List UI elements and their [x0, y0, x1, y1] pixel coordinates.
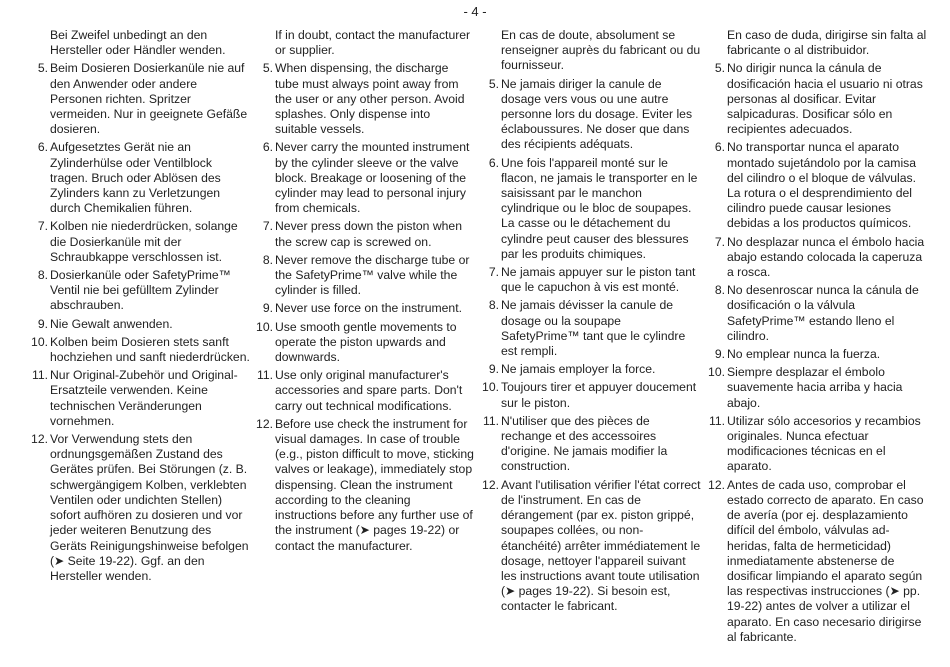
- list-item: [709, 61, 927, 137]
- item-number: 5.: [488, 76, 499, 91]
- column-french: [483, 28, 701, 618]
- list-item: [709, 365, 927, 411]
- list-item: [483, 77, 701, 153]
- item-number: 10.: [31, 334, 48, 349]
- item-text: Before use check the instrument for visual damages. In case of trouble (e.g., piston difficult to move, sticking valves or leakage), immediately stop dispensing. Clean the instrument according to the cleaning instructions before any further use of the instrument (➤ pages 19-22) or contact the manufacturer.: [275, 416, 474, 553]
- list-item: [32, 432, 250, 584]
- item-text: Ne jamais diriger la canule de dosage vers vous ou une autre personne lors du dosage. Eviter les éclaboussures. Ne doser que dans des récipients adéquats.: [501, 76, 693, 152]
- item-text: Nur Original-Zubehör und Original-Ersatzteile verwenden. Keine technischen Veränderungen vornehmen.: [50, 368, 238, 428]
- item-text: No emplear nunca la fuerza.: [727, 347, 881, 362]
- item-text: Siempre desplazar el émbolo suavemente hacia arriba y hacia abajo.: [727, 365, 903, 410]
- intro-text: If in doubt, contact the manufacturer or supplier.: [275, 28, 471, 58]
- item-number: 12.: [482, 477, 499, 492]
- item-number: 11.: [256, 368, 273, 383]
- item-number: 9.: [37, 316, 48, 331]
- item-text: Toujours tirer et appuyer doucement sur le piston.: [501, 380, 697, 410]
- item-text: Never use force on the instrument.: [275, 301, 462, 316]
- item-text: Kolben beim Dosieren stets sanft hochziehen und sanft niederdrücken.: [50, 334, 250, 365]
- column-english: [257, 28, 475, 557]
- item-text: Aufgesetztes Gerät nie an Zylinderhülse oder Ventilblock tragen. Bruch oder Ablösen des Zylinders kann zu Verletzungen durch Chemikalien führen.: [50, 140, 221, 216]
- item-number: 5.: [262, 61, 273, 76]
- list-item: [709, 283, 927, 344]
- item-number: 10.: [708, 365, 725, 380]
- item-text: Never press down the piston when the screw cap is screwed on.: [275, 219, 462, 249]
- item-number: 12.: [256, 416, 273, 431]
- item-text: Dosierkanüle oder SafetyPrime™ Ventil nie bei gefülltem Zylinder abschrauben.: [50, 268, 231, 313]
- item-number: 12.: [708, 477, 725, 492]
- item-number: 11.: [31, 368, 48, 383]
- item-text: Kolben nie niederdrücken, solange die Dosierkanüle mit der Schraubkappe verschlossen ist.: [50, 219, 238, 264]
- item-number: 8.: [262, 252, 273, 267]
- item-number: 7.: [488, 265, 499, 280]
- column-german: [32, 28, 250, 587]
- list-item: [32, 317, 250, 332]
- item-number: 8.: [714, 283, 725, 298]
- item-number: 6.: [37, 140, 48, 155]
- list-item: [483, 156, 701, 262]
- item-number: 6.: [262, 140, 273, 155]
- list-item: [483, 414, 701, 475]
- list-item: [32, 268, 250, 314]
- list-item: [483, 478, 701, 615]
- item-number: 5.: [714, 61, 725, 76]
- intro-text: En cas de doute, absolument se renseigner auprès du fabricant ou du fournisseur.: [501, 28, 701, 73]
- item-text: Never remove the discharge tube or the SafetyPrime™ valve while the cylinder is filled.: [275, 252, 470, 298]
- list-item: [257, 253, 475, 299]
- list-item: [32, 140, 250, 216]
- list-item: [709, 235, 927, 281]
- intro-text: Bei Zweifel unbedingt an den Hersteller oder Händler wenden.: [50, 28, 226, 58]
- list-item: [257, 417, 475, 554]
- list-item: [483, 380, 701, 410]
- list-item: [483, 362, 701, 377]
- item-text: No desenroscar nunca la cánula de dosificación o la válvula SafetyPrime™ estando lleno el cilindro.: [727, 283, 919, 343]
- item-text: Ne jamais dévisser la canule de dosage ou la soupape SafetyPrime™ tant que le cylindre est rempli.: [501, 298, 686, 359]
- item-number: 7.: [262, 219, 273, 234]
- item-number: 8.: [37, 268, 48, 283]
- item-number: 10.: [482, 380, 499, 395]
- list-item: [257, 140, 475, 216]
- item-text: Antes de cada uso, comprobar el estado correcto de aparato. En caso de avería (por ej. desplazamiento difícil del émbolo, válvulas ad-heridas, falta de hermeticidad) inmediatamente abstenerse de dosificar limpiando el aparato según las respectivas instrucciones (➤ pp. 19-22) antes de volver a utilizar el aparato. En caso necesario dirigirse al fabricante.: [727, 477, 924, 644]
- item-text: No dirigir nunca la cánula de dosificación hacia el usuario ni otras personas al dosificar. Evitar salpicaduras. Dosificar sólo en recipientes adecuados.: [727, 61, 923, 137]
- list-item: [709, 414, 927, 475]
- item-number: 7.: [714, 234, 725, 249]
- list-item: [257, 320, 475, 366]
- item-number: 9.: [262, 301, 273, 316]
- item-text: Never carry the mounted instrument by the cylinder sleeve or the valve block. Breakage or loosening of the cylinder may lead to personal injury from chemicals.: [275, 140, 470, 216]
- item-text: Utilizar sólo accesorios y recambios originales. Nunca efectuar modificaciones técnicas en el aparato.: [727, 413, 921, 474]
- list-item: [709, 140, 927, 231]
- item-number: 12.: [31, 432, 48, 447]
- item-text: Beim Dosieren Dosierkanüle nie auf den Anwender oder andere Personen richten. Spritzer vermeiden. Nur in geeignete Gefäße dosieren.: [50, 61, 248, 137]
- item-number: 7.: [37, 219, 48, 234]
- list-item: [32, 335, 250, 365]
- item-number: 11.: [482, 413, 499, 428]
- item-text: No transportar nunca el aparato montado sujetándolo por la camisa del cilindro o el bloque de válvulas. La rotura o el desprendimiento del cilindro puede causar lesiones debidas a los productos químicos.: [727, 140, 917, 231]
- item-number: 8.: [488, 298, 499, 313]
- item-number: 6.: [714, 140, 725, 155]
- list-item: [483, 265, 701, 295]
- item-text: No desplazar nunca el émbolo hacia abajo estando colocada la caperuza a rosca.: [727, 234, 925, 280]
- list-item: [257, 219, 475, 249]
- item-number: 6.: [488, 155, 499, 170]
- item-text: Avant l'utilisation vérifier l'état correct de l'instrument. En cas de dérangement (par ex. piston grippé, soupapes collées, ou non-étanchéité) arrêter immédiatement le dosage, nettoyer l'appareil suivant les instructions avant toute utilisation (➤ pages 19-22). Si besoin est, contacter le fabricant.: [501, 477, 701, 614]
- item-text: Une fois l'appareil monté sur le flacon, ne jamais le transporter en le saisissant par le manchon cylindrique ou le bloc de soupapes. La casse ou le détachement du cylindre peut causer des blessures par les produits chimiques.: [501, 155, 698, 261]
- list-item: [257, 301, 475, 316]
- intro-text: En caso de duda, dirigirse sin falta al fabricante o al distribuidor.: [727, 28, 927, 58]
- item-number: 11.: [708, 413, 725, 428]
- list-item: [257, 61, 475, 137]
- item-text: N'utiliser que des pièces de rechange et des accessoires d'origine. Ne jamais modifier la construction.: [501, 413, 668, 474]
- list-item: [32, 219, 250, 265]
- item-number: 5.: [37, 61, 48, 76]
- list-item: [709, 347, 927, 362]
- item-text: Vor Verwendung stets den ordnungsgemäßen Zustand des Gerätes prüfen. Bei Störungen (z. B. schwergängigem Kolben, verklebten Ventilen oder undichten Stellen) sofort aufhören zu dosieren und vor jeder weiteren Benutzung des Geräts Reinigungshinweise befolgen (➤ Seite 19-22). Ggf. an den Hersteller wenden.: [50, 432, 249, 583]
- list-item: [32, 61, 250, 137]
- column-spanish: [709, 28, 927, 648]
- item-text: Ne jamais appuyer sur le piston tant que le capuchon à vis est monté.: [501, 265, 696, 295]
- item-text: When dispensing, the discharge tube must always point away from the user or any other person. Avoid splashes. Only dispense into suitable vessels.: [275, 61, 465, 137]
- item-number: 9.: [714, 347, 725, 362]
- list-item: [483, 298, 701, 359]
- item-number: 10.: [256, 319, 273, 334]
- item-text: Ne jamais employer la force.: [501, 362, 656, 377]
- item-text: Nie Gewalt anwenden.: [50, 316, 173, 331]
- list-item: [257, 368, 475, 414]
- item-number: 9.: [488, 362, 499, 377]
- list-item: [709, 478, 927, 645]
- item-text: Use only original manufacturer's accessories and spare parts. Don't carry out technical modifications.: [275, 368, 463, 413]
- item-text: Use smooth gentle movements to operate the piston upwards and downwards.: [275, 319, 457, 365]
- list-item: [32, 368, 250, 429]
- page-number: - 4 -: [463, 4, 487, 19]
